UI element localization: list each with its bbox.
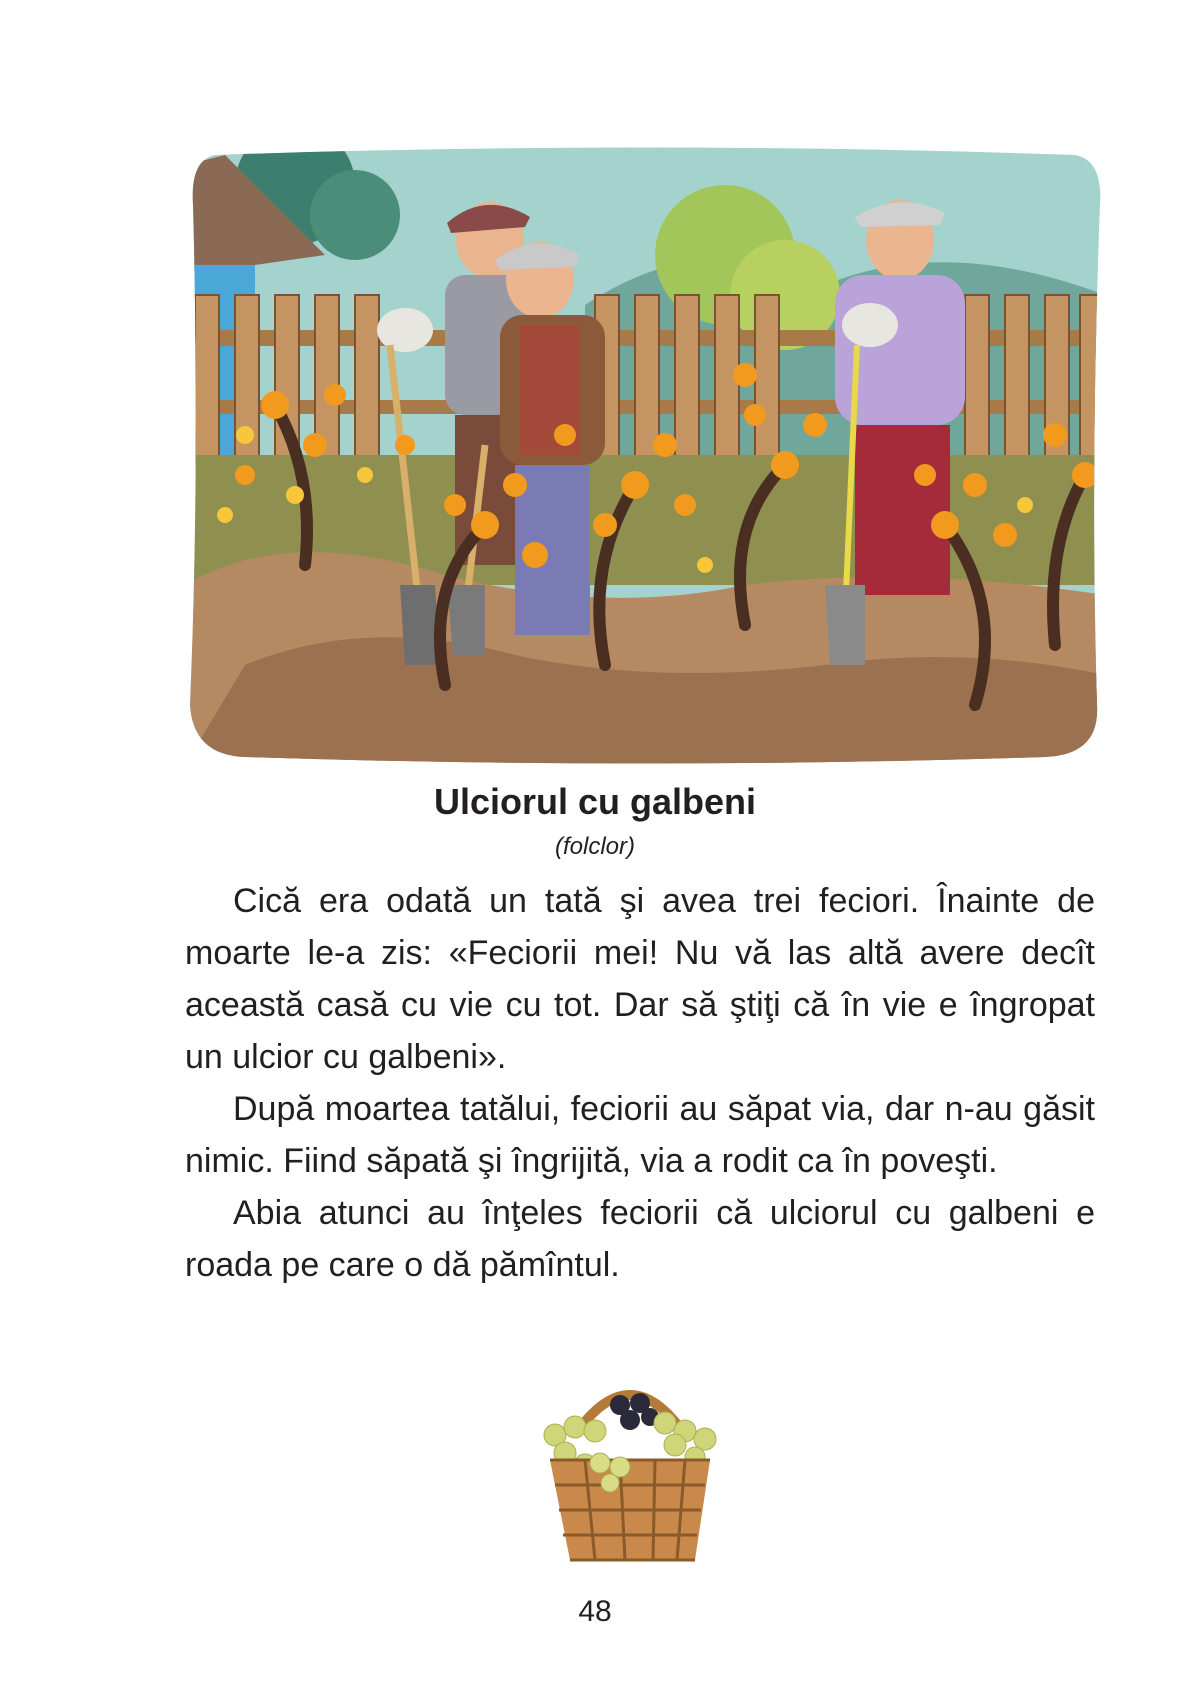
grape-basket-illustration (525, 1365, 735, 1570)
page-number: 48 (578, 1595, 612, 1628)
story-paragraph: Cică era odată un tată şi avea trei feciori. Înainte de moarte le-a zis: «Feciorii mei! Nu vă las altă avere decît această casă cu vie cu tot. Dar să ştiţi că în vie e îngropat un ulcior cu galbeni». (185, 882, 1095, 1076)
story-body (185, 875, 1095, 1291)
story-subtitle: (folclor) (554, 833, 635, 860)
story-paragraph: Abia atunci au înţeles feciorii că ulciorul cu galbeni e roada pe care o dă pămîntul. (185, 1194, 1095, 1284)
story-title: Ulciorul cu galbeni (433, 781, 757, 822)
story-paragraph: După moartea tatălui, feciorii au săpat via, dar n-au găsit nimic. Fiind săpată şi îngrijită, via a rodit ca în poveşti. (185, 1090, 1095, 1180)
vineyard-illustration (185, 145, 1105, 765)
